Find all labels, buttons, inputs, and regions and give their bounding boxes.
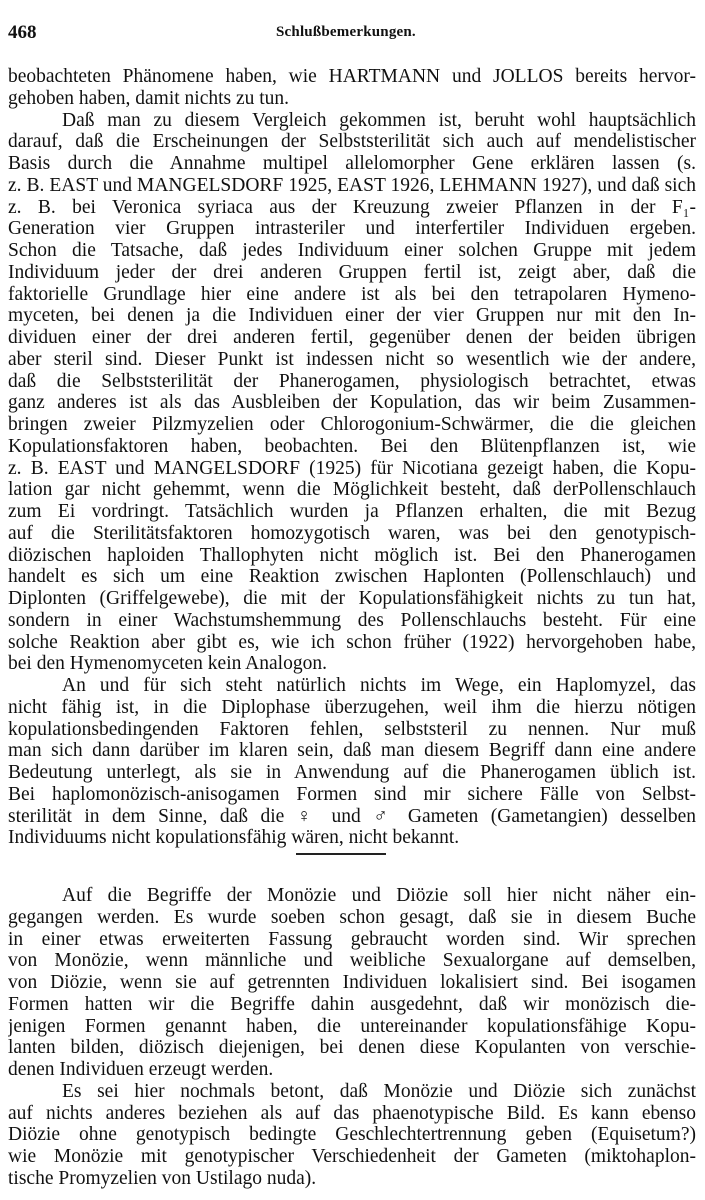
text-section-2 — [8, 885, 696, 1190]
text-line: Diözie ohne genotypisch bedingte Geschlechtertrennung geben (Equisetum?) — [8, 1124, 696, 1146]
text-line: Bei haplomonözisch-anisogamen Formen sind mir sichere Fälle von Selbst- — [8, 783, 696, 805]
text-line: An und für sich steht natürlich nichts im Wege, ein Haplomyzel, das — [62, 675, 696, 696]
text-line: auf nichts anderes beziehen als auf das phaenotypische Bild. Es kann ebenso — [8, 1102, 696, 1124]
text-line: man sich dann darüber im klaren sein, daß man diesem Begriff dann eine andere — [8, 740, 696, 762]
text-line: Individuums nicht kopulationsfähig wären, nicht bekannt. — [8, 827, 460, 849]
text-line: Generation vier Gruppen intrasteriler und interfertiler Individuen ergeben. — [8, 218, 696, 240]
text-line: lanten bilden, diözisch diejenigen, bei denen diese Kopulanten von verschie- — [8, 1037, 696, 1059]
section-divider — [296, 853, 386, 855]
text-line: z. B. EAST und MANGELSDORF 1925, EAST 1926, LEHMANN 1927), und daß sich — [8, 174, 696, 196]
text-line: nicht fähig ist, in die Diplophase überzugehen, weil ihm die hierzu nötigen — [8, 696, 696, 718]
text-section-1 — [8, 66, 696, 849]
text-line: beobachteten Phänomene haben, wie HARTMANN und JOLLOS bereits hervor- — [8, 66, 696, 87]
text-line: z. B. bei Veronica syriaca aus der Kreuzung zweier Pflanzen in der F₁- — [8, 196, 696, 218]
text-line: in einer etwas erweiterten Fassung gebraucht worden sind. Wir sprechen — [8, 928, 696, 950]
running-title: Schlußbemerkungen. — [276, 24, 416, 40]
text-line: Auf die Begriffe der Monözie und Diözie soll hier nicht näher ein- — [62, 885, 696, 906]
text-line: Individuum jeder der drei anderen Gruppen fertil ist, zeigt aber, daß die — [8, 261, 696, 283]
text-line: faktorielle Grundlage hier eine andere ist als bei den tetrapolaren Hymeno- — [8, 283, 696, 305]
text-line: sondern in einer Wachstumshemmung des Pollenschlauchs besteht. Für eine — [8, 609, 696, 631]
text-line: jenigen Formen genannt haben, die untereinander kopulationsfähige Kopu- — [8, 1015, 696, 1037]
text-line: solche Reaktion aber gibt es, wie ich schon früher (1922) hervorgehoben habe, — [8, 631, 696, 653]
text-line: Bedeutung unterlegt, als sie in Anwendung auf die Phanerogamen üblich ist. — [8, 762, 696, 783]
text-line: gegangen werden. Es wurde soeben schon gesagt, daß sie in diesem Buche — [8, 906, 696, 928]
text-line: aber steril sind. Dieser Punkt ist indessen nicht so wesentlich wie der andere, — [8, 348, 696, 370]
text-line: darauf, daß die Erscheinungen der Selbststerilität sich auch auf mendelistischer — [8, 131, 696, 153]
text-line: Formen hatten wir die Begriffe dahin ausgedehnt, daß wir monözisch die- — [8, 993, 696, 1015]
text-line: myceten, bei denen ja die Individuen einer der vier Gruppen nur mit den In- — [8, 305, 696, 327]
text-line: kopulationsbedingenden Faktoren fehlen, selbststeril zu nennen. Nur muß — [8, 718, 696, 740]
text-line: sterilität in dem Sinne, daß die ♀ und ♂ Gameten (Gametangien) desselben — [8, 805, 696, 827]
text-line: gehoben haben, damit nichts zu tun. — [8, 87, 290, 109]
text-line: diözischen haploiden Thallophyten nicht möglich ist. Bei den Phanerogamen — [8, 544, 696, 566]
text-line: Basis durch die Annahme multipel allelomorpher Gene erklären lassen (s. — [8, 153, 696, 174]
text-line: Es sei hier nochmals betont, daß Monözie und Diözie sich zunächst — [62, 1080, 696, 1102]
text-line: von Monözie, wenn männliche und weibliche Sexualorgane auf demselben, — [8, 950, 696, 972]
text-line: Schon die Tatsache, daß jedes Individuum einer solchen Gruppe mit jedem — [8, 240, 696, 261]
text-line: wie Monözie mit genotypischer Verschiedenheit der Gameten (miktohaplon- — [8, 1146, 696, 1167]
text-line: tische Promyzelien von Ustilago nuda). — [8, 1167, 317, 1189]
text-line: lation gar nicht gehemmt, wenn die Möglichkeit besteht, daß derPollenschlauch — [8, 479, 696, 501]
text-line: von Diözie, wenn sie auf getrennten Individuen lokalisiert sind. Bei isogamen — [8, 972, 696, 993]
text-line: ganz anderes ist als das Ausbleiben der Kopulation, das wir beim Zusammen- — [8, 392, 696, 414]
page-header — [8, 22, 696, 48]
text-line: dividuen einer der drei anderen fertil, gegenüber denen der beiden übrigen — [8, 327, 696, 348]
text-line: Diplonten (Griffelgewebe), die mit der Kopulationsfähigkeit nichts zu tun hat, — [8, 588, 696, 609]
text-line: zum Ei vordringt. Tatsächlich wurden ja Pflanzen erhalten, die mit Bezug — [8, 501, 696, 522]
text-line: bei den Hymenomyceten kein Analogon. — [8, 653, 327, 675]
text-line: Kopulationsfaktoren haben, beobachten. Bei den Blütenpflanzen ist, wie — [8, 435, 696, 457]
text-line: Daß man zu diesem Vergleich gekommen ist, beruht wohl hauptsächlich — [62, 109, 696, 131]
text-line: denen Individuen erzeugt werden. — [8, 1059, 274, 1080]
text-line: bringen zweier Pilzmyzelien oder Chlorogonium-Schwärmer, die die gleichen — [8, 414, 696, 435]
text-line: handelt es sich um eine Reaktion zwischen Haplonten (Pollenschlauch) und — [8, 566, 696, 588]
text-line: daß die Selbststerilität der Phanerogamen, physiologisch betrachtet, etwas — [8, 370, 696, 392]
text-line: auf die Sterilitätsfaktoren homozygotisch waren, was bei den genotypisch- — [8, 522, 696, 544]
text-line: z. B. EAST und MANGELSDORF (1925) für Nicotiana gezeigt haben, die Kopu- — [8, 457, 696, 479]
page-number: 468 — [8, 22, 37, 43]
